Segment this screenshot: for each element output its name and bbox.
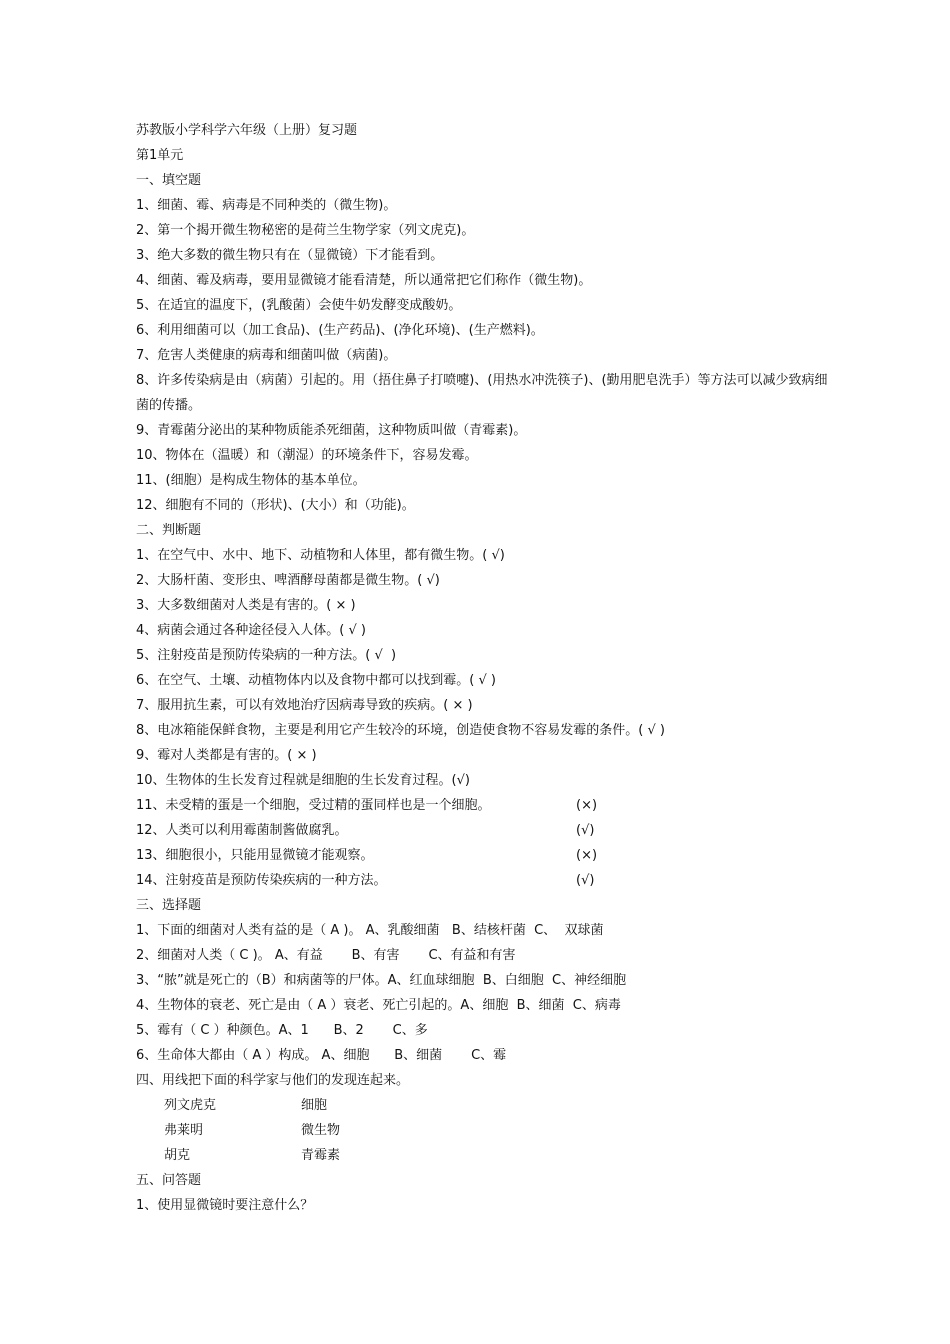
- question-text: 12、人类可以利用霉菌制酱做腐乳。: [136, 823, 348, 838]
- discovery-name: 青霉素: [301, 1148, 341, 1163]
- short-answer-item: 1、使用显微镜时要注意什么？: [136, 1198, 314, 1213]
- fill-blank-item: 9、青霉菌分泌出的某种物质能杀死细菌，这种物质叫做（青霉素)。: [136, 423, 527, 438]
- discovery-name: 细胞: [301, 1098, 328, 1113]
- true-false-item: 5、注射疫苗是预防传染病的一种方法。( √ ): [136, 648, 397, 663]
- section-heading-short-answer: 五、问答题: [136, 1173, 202, 1188]
- choice-item: 5、霉有（ C ）种颜色。A、1 B、2 C、多: [136, 1023, 428, 1038]
- choice-item: 6、生命体大都由（ A ）构成。 A、细胞 B、细菌 C、霉: [136, 1048, 507, 1063]
- choice-item: 1、下面的细菌对人类有益的是（ A )。 A、乳酸细菌 B、结核杆菌 C、 双球菌: [136, 923, 604, 938]
- true-false-item: 8、电冰箱能保鲜食物，主要是利用它产生较冷的环境，创造使食物不容易发霉的条件。( √ ): [136, 723, 665, 738]
- document-body: [136, 118, 836, 1218]
- true-false-item: 2、大肠杆菌、变形虫、啤酒酵母菌都是微生物。( √): [136, 573, 440, 588]
- answer-mark: (×): [576, 798, 598, 813]
- choice-item: 2、细菌对人类（ C )。 A、有益 B、有害 C、有益和有害: [136, 948, 516, 963]
- fill-blank-item: 1、细菌、霉、病毒是不同种类的（微生物)。: [136, 198, 397, 213]
- true-false-item: 1、在空气中、水中、地下、动植物和人体里，都有微生物。( √): [136, 548, 505, 563]
- fill-blank-item: 3、绝大多数的微生物只有在（显微镜）下才能看到。: [136, 248, 444, 263]
- question-text: 11、未受精的蛋是一个细胞，受过精的蛋同样也是一个细胞。: [136, 798, 491, 813]
- answer-mark: (√): [576, 823, 595, 838]
- scientist-name: 列文虎克: [164, 1098, 217, 1113]
- section-heading-matching: 四、用线把下面的科学家与他们的发现连起来。: [136, 1073, 410, 1088]
- fill-blank-item: 12、细胞有不同的（形状)、(大小）和（功能)。: [136, 498, 415, 513]
- section-heading-fill-blank: 一、填空题: [136, 173, 202, 188]
- true-false-item: 4、病菌会通过各种途径侵入人体。( √ ): [136, 623, 366, 638]
- unit-heading: 第1单元: [136, 148, 184, 163]
- section-heading-multiple-choice: 三、选择题: [136, 898, 202, 913]
- fill-blank-item: 5、在适宜的温度下，(乳酸菌）会使牛奶发酵变成酸奶。: [136, 298, 462, 313]
- true-false-item: [136, 818, 836, 843]
- fill-blank-item: 2、第一个揭开微生物秘密的是荷兰生物学家（列文虎克)。: [136, 223, 475, 238]
- fill-blank-item: 7、危害人类健康的病毒和细菌叫做（病菌)。: [136, 348, 397, 363]
- discovery-name: 微生物: [301, 1123, 341, 1138]
- true-false-item: 3、大多数细菌对人类是有害的。( × ): [136, 598, 356, 613]
- matching-row: [136, 1118, 836, 1143]
- true-false-item: [136, 868, 836, 893]
- fill-blank-item: 10、物体在（温暖）和（潮湿）的环境条件下，容易发霉。: [136, 448, 478, 463]
- true-false-item: 10、生物体的生长发育过程就是细胞的生长发育过程。(√): [136, 773, 470, 788]
- fill-blank-item: 6、利用细菌可以（加工食品)、(生产药品)、(净化环境)、(生产燃料)。: [136, 323, 544, 338]
- scientist-name: 弗莱明: [164, 1123, 204, 1138]
- question-text: 14、注射疫苗是预防传染疾病的一种方法。: [136, 873, 387, 888]
- choice-item: 3、“脓”就是死亡的（B）和病菌等的尸体。A、红血球细胞 B、白细胞 C、神经细胞: [136, 973, 627, 988]
- document-title: 苏教版小学科学六年级（上册）复习题: [136, 123, 358, 138]
- true-false-item: 6、在空气、土壤、动植物体内以及食物中都可以找到霉。( √ ): [136, 673, 496, 688]
- answer-mark: (×): [576, 848, 598, 863]
- fill-blank-item: 4、细菌、霉及病毒，要用显微镜才能看清楚，所以通常把它们称作（微生物)。: [136, 273, 592, 288]
- true-false-item: [136, 843, 836, 868]
- question-text: 13、细胞很小，只能用显微镜才能观察。: [136, 848, 374, 863]
- true-false-item: 7、服用抗生素，可以有效地治疗因病毒导致的疾病。( × ): [136, 698, 473, 713]
- section-heading-true-false: 二、判断题: [136, 523, 202, 538]
- scientist-name: 胡克: [164, 1148, 191, 1163]
- true-false-item: 9、霉对人类都是有害的。( × ): [136, 748, 317, 763]
- fill-blank-item: 8、许多传染病是由（病菌）引起的。用（捂住鼻子打喷嚏)、(用热水冲洗筷子)、(勤用肥皂洗手）等方法可以减少致病细菌的传播。: [136, 373, 828, 413]
- fill-blank-item: 11、(细胞）是构成生物体的基本单位。: [136, 473, 366, 488]
- true-false-item: [136, 793, 836, 818]
- choice-item: 4、生物体的衰老、死亡是由（ A ）衰老、死亡引起的。A、细胞 B、细菌 C、病毒: [136, 998, 621, 1013]
- answer-mark: (√): [576, 873, 595, 888]
- matching-row: [136, 1093, 836, 1118]
- matching-row: [136, 1143, 836, 1168]
